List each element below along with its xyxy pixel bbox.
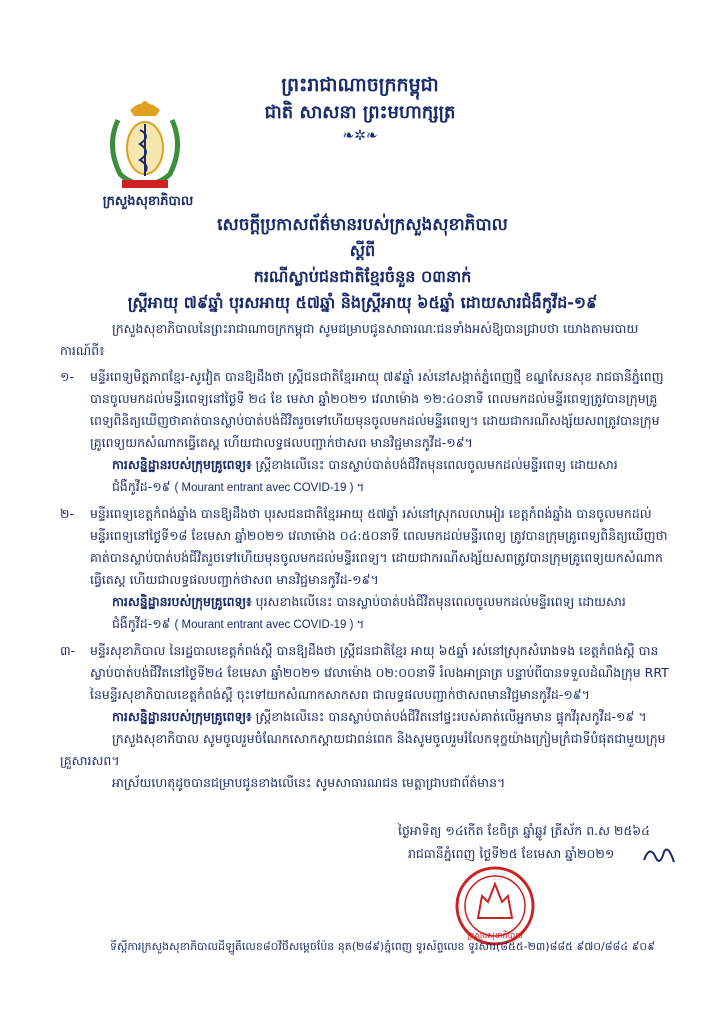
finding-latin: ( Mourant entrant avec COVID-19 ) ។ <box>174 619 365 631</box>
finding-text: ស្ត្រីខាងលើនេះ បានស្លាប់បាត់បង់ជីវិតមុនពេលចូលមកដល់មន្ទីរពេទ្យ ដោយសារជំងឺកូវីដ-១៩ <box>112 457 618 494</box>
title-line-4: ស្ត្រីអាយុ ៧៩ឆ្នាំ បុរសអាយុ ៥៧ឆ្នាំ និងស្ត្រីអាយុ ៦៥ឆ្នាំ ដោយសារជំងឺកូវីដ-១៩ <box>127 293 598 312</box>
ministry-name: ក្រសួងសុខាភិបាល <box>102 194 194 209</box>
stamp-temple <box>478 884 512 918</box>
case-finding <box>60 591 670 636</box>
case-finding <box>60 706 670 728</box>
finding-text: ស្ត្រីខាងលើនេះ បានស្លាប់បាត់បង់ជីវិតនៅផ្ទះរបស់គាត់លើអ្នកមាន ផ្ទុកវីរុសកូវីដ-១៩ ។ <box>255 709 647 724</box>
condolence-paragraph: ក្រសួងសុខាភិបាល សូមចូលរួមចំណែកសោកស្តាយជាពន់ពេក និងសូមចូលរួមរំលែកទុក្ខយ៉ាងក្រៀមក្រំជាទីបំផុតជាមួយក្រុមគ្រួសារសព។ <box>60 731 666 768</box>
title-line-2: ស្តីពី <box>349 241 376 260</box>
case-number: ២- <box>60 506 74 521</box>
ministry-logo <box>100 96 190 192</box>
case-text: មន្ទីរសុខាភិបាល នៃរដ្ឋបាលខេត្តកំពង់ស្ពឺ បានឱ្យដឹងថា ស្ត្រីជនជាតិខ្មែរ អាយុ ៦៥ឆ្នាំ រស់នៅស្រុកសំរោងទង ខេត្តកំពង់ស្ពឺ បានស្លាប់បាត់បង់ជីវិតនៅថ្ងៃទី២៤ ខែមេសា ឆ្នាំ២០២១ វេលាម៉ោង ០២:០០នាទី រំលងអាធ្រាត្រ បន្ទាប់ពីបានទទួលដំណឹងក្រុម RRT នៃមន្ទីរសុខាភិបាលខេត្តកំពង់ស្ពឺ ចុះទៅយកសំណាកសាកសព ជាលទ្ធផលបញ្ជាក់ថាសពមានវិជ្ជមានកូវីដ-១៩។ <box>90 643 669 702</box>
case-finding <box>60 454 670 499</box>
case-text: មន្ទីរពេទ្យមិត្តភាពខ្មែរ-សូវៀត បានឱ្យដឹងថា ស្ត្រីជនជាតិខ្មែរអាយុ ៧៩ឆ្នាំ រស់នៅសង្កាត់ភ្នំពេញថ្មី ខណ្ឌសែនសុខ រាជធានីភ្នំពេញបានចូលមកដល់មន្ទីរពេទ្យនៅថ្ងៃទី ២៤ ខែ មេសា ឆ្នាំ២០២១ វេលាម៉ោង ១២:៤០នាទី ពេលមកដល់មន្ទីរពេទ្យត្រូវបានក្រុមគ្រូពេទ្យពិនិត្យឃើញថាគាត់បានស្លាប់បាត់បង់ជីវិតរួចទៅហើយមុនចូលមកដល់មន្ទីរពេទ្យ។ ដោយជាករណីសង្ស័យសពត្រូវបានក្រុមគ្រូពេទ្យយកសំណាកធ្វើតេស្ត ហើយជាលទ្ធផលបញ្ជាក់ថាសព មានវិជ្ជមានកូវីដ-១៩។ <box>90 369 664 450</box>
case-item <box>60 640 670 706</box>
national-motto: ជាតិ សាសនា ព្រះមហាក្សត្រ <box>264 102 456 123</box>
finding-label: ការសន្និដ្ឋានរបស់ក្រុមគ្រូពេទ្យ៖ <box>112 594 252 609</box>
case-item <box>60 503 670 591</box>
announcement-body <box>60 318 670 794</box>
solar-date: រាជធានីភ្នំពេញ ថ្ងៃទី២៥ ខែមេសា ឆ្នាំ២០២១ <box>408 846 615 861</box>
lunar-date: ថ្ងៃអាទិត្យ ១៤កើត ខែចិត្រ ឆ្នាំឆ្លូវ ត្រីស័ក ព.ស ២៥៦៤ <box>398 823 650 838</box>
footer-address: ទីស្តីការក្រសួងសុខាភិបាលដីឡូតិ៍លេខ៨០វិថីសម្តេចប៉ែន នុត(២៨៩)ភ្នំពេញ ទូរស័ព្ទលេខ ទូរសារ(៨៥៥-២៣)៨៨៥ ៩៧០/៨៨៤ ៩០៩ <box>109 940 655 953</box>
case-number: ៣- <box>60 643 76 658</box>
finding-text: បុរសខាងលើនេះ បានស្លាប់បាត់បង់ជីវិតមុនពេលចូលមកដល់មន្ទីរពេទ្យ ដោយសារជំងឺកូវីដ-១៩ <box>112 594 626 631</box>
title-line-1: សេចក្តីប្រកាសព័ត៌មានរបស់ក្រសួងសុខាភិបាល <box>217 215 508 235</box>
official-stamp <box>420 866 570 946</box>
finding-label: ការសន្និដ្ឋានរបស់ក្រុមគ្រូពេទ្យ៖ <box>112 457 252 472</box>
case-text: មន្ទីរពេទ្យខេត្តកំពង់ឆ្នាំង បានឱ្យដឹងថា បុរសជនជាតិខ្មែរអាយុ ៥៧ឆ្នាំ រស់នៅស្រុកលលាអៀរ ខេត្តកំពង់ឆ្នាំង បានចូលមកដល់ មន្ទីរពេទ្យនៅថ្ងៃទី១៨ ខែមេសា ឆ្នាំ២០២១ វេលាម៉ោង ០៤:៥០នាទី ពេលមកដល់មន្ទីរពេទ្យ ត្រូវបានក្រុមគ្រូពេទ្យពិនិត្យឃើញថាគាត់បានស្លាប់បាត់បង់ជីវិតរួចទៅហើយមុនចូលមកដល់មន្ទីរពេទ្យ។ ដោយជាករណីសង្ស័យសពត្រូវបានក្រុមគ្រូពេទ្យយកសំណាកធ្វើតេស្ត ហើយជាលទ្ធផលបញ្ជាក់ថាសព មានវិជ្ជមានកូវីដ-១៩។ <box>90 506 668 587</box>
kingdom-heading: ព្រះរាជាណាចក្រកម្ពុជា <box>281 74 439 96</box>
logo-ribbon <box>122 180 168 188</box>
closing-paragraph: អាស្រ័យហេតុដូចបានជម្រាបជូនខាងលើនេះ សូមសាធារណជន មេត្តាជ្រាបជាព័ត៌មាន។ <box>112 775 506 790</box>
case-number: ១- <box>60 369 74 384</box>
case-item <box>60 366 670 454</box>
stamp-text: ក្រសួងសុខាភិបាល <box>467 931 523 940</box>
finding-label: ការសន្និដ្ឋានរបស់ក្រុមគ្រូពេទ្យ៖ <box>112 709 252 724</box>
title-line-3: ករណីស្លាប់ជនជាតិខ្មែរចំនួន ០៣នាក់ <box>253 267 472 286</box>
intro-paragraph: ក្រសួងសុខាភិបាលនៃព្រះរាជាណាចក្រកម្ពុជា សូមជម្រាបជូនសាធារណៈជនទាំងអស់ឱ្យបានជ្រាបថា យោងតាមរបាយការណ៍ពី៖ <box>60 321 639 358</box>
finding-latin: ( Mourant entrant avec COVID-19 ) ។ <box>174 482 365 494</box>
title-block <box>60 212 665 316</box>
ornament-divider: ❧✲❧ <box>342 128 378 144</box>
signature <box>640 840 680 870</box>
